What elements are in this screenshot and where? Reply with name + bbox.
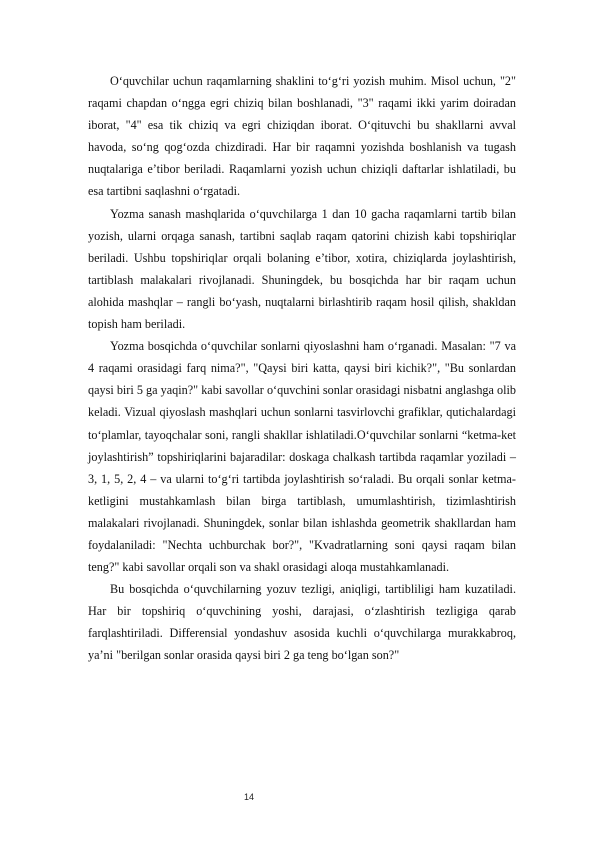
paragraph-4: Bu bosqichda o‘quvchilarning yozuv tezligi, aniqligi, tartibliligi ham kuzatiladi. Har bir topshiriq o‘quvchining yoshi, darajasi, o‘zlashtirish tezligiga qarab farqlashtiriladi. Differensial yondashuv asosida kuchli o‘quvchilarga murakkabroq, ya’ni "berilgan sonlar orasida qaysi biri 2 ga teng bo‘lgan son?": [88, 582, 516, 663]
page-number: 14: [244, 792, 255, 802]
paragraph-2: Yozma sanash mashqlarida o‘quvchilarga 1 dan 10 gacha raqamlarni tartib bilan yozish, ularni orqaga sanash, tartibni saqlab raqam qatorini chizish kabi topshiriqlar beriladi. Ushbu topshiriqlar orqali bolaning e’tibor, xotira, chiziqlarda joylashtirish, tartiblash malakalari rivojlanadi. Shuningdek, bu bosqichda har bir raqam uchun alohida mashqlar – rangli bo‘yash, nuqtalarni birlashtirib raqam hosil qilish, shakldan topish ham beriladi.: [88, 206, 516, 332]
paragraph-1: O‘quvchilar uchun raqamlarning shaklini to‘g‘ri yozish muhim. Misol uchun, "2" raqami chapdan o‘ngga egri chiziq bilan boshlanadi, "3" raqami ikki yarim doiradan iborat, "4" esa tik chiziq va egri chiziqdan iborat. O‘qituvchi bu shakllarni avval havoda, so‘ng qog‘ozda chizdiradi. Har bir raqamni yozishda boshlanish va tugash nuqtalariga e’tibor beriladi. Raqamlarni yozish uchun chiziqli daftarlar ishlatiladi, bu esa tartibni saqlashni o‘rgatadi.: [88, 74, 516, 199]
document-page: [88, 70, 516, 667]
paragraph-3: Yozma bosqichda o‘quvchilar sonlarni qiyoslashni ham o‘rganadi. Masalan: "7 va 4 raqami orasidagi farq nima?", "Qaysi biri katta, qaysi biri kichik?", "Bu sonlardan qaysi biri 5 ga yaqin?" kabi savollar o‘quvchini sonlar orasidagi nisbatni anglashga olib keladi. Vizual qiyoslash mashqlari uchun sonlarni tasvirlovchi grafiklar, qutichalardagi to‘plamlar, tayoqchalar soni, rangli shakllar ishlatiladi.O‘quvchilar sonlarni “ketma-ket joylashtirish” topshiriqlarini bajaradilar: doskaga chalkash tartibda raqamlar yoziladi – 3, 1, 5, 2, 4 – va ularni to‘g‘ri tartibda joylashtirish so‘raladi. Bu orqali sonlar ketma-ketligini mustahkamlash bilan birga tartiblash, umumlashtirish, tizimlashtirish malakalari rivojlanadi. Shuningdek, sonlar bilan ishlashda geometrik shakllardan ham foydalaniladi: "Nechta uchburchak bor?", "Kvadratlarning soni qaysi raqam bilan teng?" kabi savollar orqali son va shakl orasidagi aloqa mustahkamlanadi.: [88, 339, 516, 575]
